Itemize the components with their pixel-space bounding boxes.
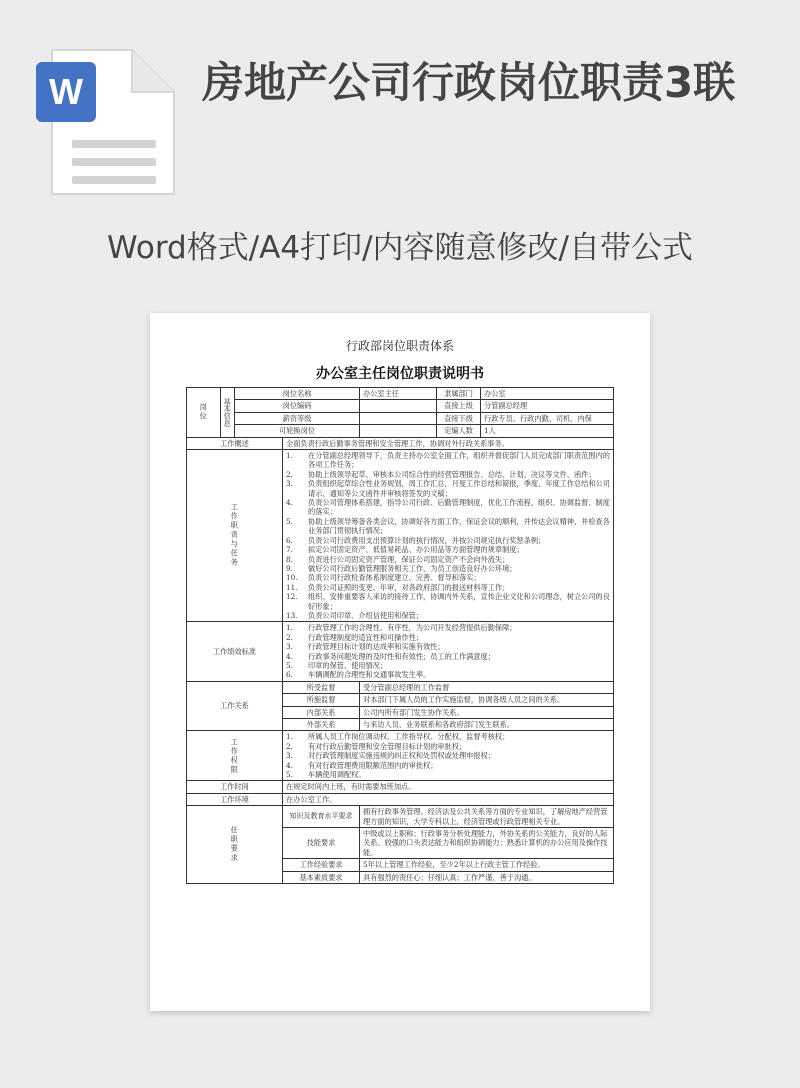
duty-number: 7. (286, 545, 293, 555)
duty-text: 负责公司管理体系搭建，指导公司行政、后勤管理制度，优化工作流程，组织、协调监督、制度的落实； (308, 498, 610, 517)
authority-text: 对行政管理制度实施违规的纠正权和处罚权或处理申报权； (308, 751, 495, 761)
duty-text: 负责公司行政费用支出预算计划的执行情况，并按公司规定执行奖惩条例； (308, 535, 546, 545)
basic-value: 行政专员、行政内勤、司机、内保 (481, 412, 614, 424)
kpi-number: 5. (286, 660, 293, 670)
basic-key: 岗位名称 (235, 388, 360, 400)
work-time-text: 在规定时间内上班，有时需要加班加点。 (283, 781, 614, 793)
authority-item (286, 742, 610, 751)
duty-text: 负责公司证照的变更、年审，对各政府部门的报送材料等工作； (308, 582, 510, 592)
duty-item (286, 545, 610, 554)
authority-number: 1. (286, 732, 293, 742)
kpi-number: 3. (286, 642, 293, 652)
word-letter: W (49, 71, 83, 112)
relation-value: 对本部门下属人员的工作实施监督，协调各级人员之间的关系。 (360, 694, 614, 706)
page-title: 房地产公司行政岗位职责3联 (202, 58, 736, 107)
authority-number: 5. (286, 770, 293, 780)
kpi-item (286, 652, 610, 661)
kpi-text: 行政管理目标计划的达成率和实施有效性； (308, 642, 445, 652)
kpi-item (286, 661, 610, 670)
qualifications-label: 任职要求 (187, 806, 283, 884)
duty-number: 9. (286, 563, 293, 573)
qualification-key: 工作经验要求 (283, 859, 360, 871)
duty-item (286, 592, 610, 611)
kpi-number: 2. (286, 632, 293, 642)
kpi-list (283, 622, 614, 681)
kpi-text: 行政管理工作的合理性、有序性，为公司开发经营提供后勤保障； (308, 623, 517, 633)
basic-key: 定编人数 (437, 425, 481, 437)
basic-row (187, 388, 614, 400)
authority-list (283, 731, 614, 781)
doc-title: 办公室主任岗位职责说明书 (316, 366, 484, 382)
basic-key: 直接上级 (437, 400, 481, 412)
duty-text: 在分管副总经理领导下，负责主持办公室全面工作，组织并督促部门人员完成部门职责范围内的各项工作任务； (308, 451, 610, 470)
authority-text: 车辆使用调配权。 (308, 770, 366, 780)
authority-text: 所属人员工作岗位调动权、工作指导权、分配权、监督考核权； (308, 732, 510, 742)
duty-number: 13. (286, 610, 298, 620)
authority-label: 工作权限 (187, 731, 283, 781)
relation-value: 公司内所有部门发生协作关系。 (360, 706, 614, 718)
duty-item (286, 470, 610, 479)
duty-number: 6. (286, 535, 293, 545)
basic-group-label: 岗位 (187, 388, 221, 438)
relation-key: 所受监督 (283, 681, 360, 693)
duty-text: 负责公司行政检查体系制度建立、完善、督导和落实； (308, 573, 481, 583)
work-time-row (187, 781, 614, 793)
basic-row (187, 412, 614, 424)
basic-value: 1人 (481, 425, 614, 437)
basic-key: 可轮换岗位 (235, 425, 360, 437)
kpi-text: 行政事务问题处理的及时性和有效性；员工的工作满意度； (308, 651, 495, 661)
duty-item (286, 451, 610, 470)
duty-text: 组织、安排重要客人来访的接待工作，协调内外关系，宣传企业文化和公司理念，树立公司的良好形象； (308, 592, 610, 611)
qualification-value: 5年以上管理工作经验，至少2年以上行政主管工作经验。 (360, 859, 614, 871)
duty-number: 2. (286, 469, 293, 479)
basic-key: 薪资等级 (235, 412, 360, 424)
authority-item (286, 761, 610, 770)
kpi-number: 4. (286, 651, 293, 661)
qualification-row (187, 806, 614, 828)
duty-number: 4. (286, 498, 293, 508)
basic-key: 直接下级 (437, 412, 481, 424)
qualification-key: 基本素质要求 (283, 871, 360, 883)
duty-item (286, 517, 610, 536)
duty-number: 11. (286, 582, 298, 592)
kpi-item (286, 633, 610, 642)
relation-value: 受分管副总经理的工作监督 (360, 681, 614, 693)
duty-number: 8. (286, 554, 293, 564)
duty-item (286, 573, 610, 582)
duties-row (187, 450, 614, 622)
duties-list (283, 450, 614, 622)
basic-key: 隶属部门 (437, 388, 481, 400)
kpi-item (286, 670, 610, 679)
kpi-number: 6. (286, 670, 293, 680)
qualification-value: 具有强烈的责任心；仔细认真；工作严谨、善于沟通。 (360, 871, 614, 883)
duty-text: 协助上级领导筹备各类会议，协调好各方面工作，保证会议的顺利，并传达会议精神，并检查各业务部门贯彻执行情况； (308, 516, 610, 536)
duty-item (286, 564, 610, 573)
kpi-text: 印章的保管、使用情况； (308, 660, 388, 670)
duties-label: 工作职责与任务 (187, 450, 283, 622)
basic-sub-label: 基本信息 (221, 388, 235, 438)
duty-item (286, 611, 610, 620)
basic-key: 岗位编码 (235, 400, 360, 412)
work-time-label: 工作时间 (187, 781, 283, 793)
duty-item (286, 583, 610, 592)
kpi-text: 车辆调配的合理性和交通事故发生率。 (308, 670, 431, 680)
environment-row (187, 793, 614, 805)
basic-value: 分管副总经理 (481, 400, 614, 412)
relation-key: 所施监督 (283, 694, 360, 706)
authority-item (286, 732, 610, 741)
basic-row (187, 425, 614, 437)
kpi-item (286, 642, 610, 651)
basic-value (360, 412, 437, 424)
duty-item (286, 498, 610, 517)
environment-text: 在办公室工作。 (283, 793, 614, 805)
authority-item (286, 770, 610, 779)
duty-number: 5. (286, 516, 293, 526)
duty-text: 做好公司行政后勤管理服务相关工作，为员工创造良好办公环境； (308, 563, 517, 573)
kpi-item (286, 623, 610, 632)
duty-number: 10. (286, 573, 298, 583)
authority-row (187, 731, 614, 781)
authority-text: 有对行政管理费用限额范围内的审批权； (308, 760, 438, 770)
relation-value: 与来访人员、业务联系和各政府部门发生联系。 (360, 719, 614, 731)
kpi-label: 工作绩效标准 (187, 622, 283, 681)
basic-value: 办公室主任 (360, 388, 437, 400)
authority-number: 4. (286, 760, 293, 770)
basic-value: 办公室 (481, 388, 614, 400)
duty-text: 协助上级领导起草、审核本公司综合性的经营管理报告、总结、计划、决议等文件、函件； (308, 469, 596, 479)
page-subtitle: Word格式/A4打印/内容随意修改/自带公式 (107, 230, 693, 266)
duty-text: 负责公司印章、介绍信使用和保管； (308, 610, 424, 620)
doc-header: 行政部岗位职责体系 (345, 339, 454, 353)
document-page (150, 313, 650, 1011)
duty-text: 拟定公司固定资产、低值易耗品、办公用品等方面管理的规章制度； (308, 545, 524, 555)
overview-row (187, 437, 614, 449)
qualification-value: 中级或以上职称；行政事务分析处理能力，外协关系的公关能力，良好的人际关系、较强的口头表达能力和组织协调能力；熟悉计算机的办公应用及操作技能。 (360, 828, 614, 859)
basic-row (187, 400, 614, 412)
qualification-key: 知识及教育水平要求 (283, 806, 360, 828)
relation-row (187, 681, 614, 693)
relations-label: 工作关系 (187, 681, 283, 731)
kpi-text: 行政管理制度的适宜性和可操作性； (308, 632, 424, 642)
qualification-key: 技能要求 (283, 828, 360, 859)
duty-text: 负责组织起草综合性业务规划，周工作汇总，月度工作总结和简报，季度、年度工作总结和公司请示、通知等公文函件并审核将签发的文稿； (308, 479, 610, 498)
authority-number: 3. (286, 751, 293, 761)
duty-number: 1. (286, 451, 293, 461)
relation-key: 内部关系 (283, 706, 360, 718)
word-file-icon (28, 48, 178, 198)
relation-key: 外部关系 (283, 719, 360, 731)
kpi-number: 1. (286, 623, 293, 633)
duty-text: 负责进行公司固定资产管理，保证公司固定资产不会向外流失； (308, 554, 510, 564)
basic-value (360, 425, 437, 437)
job-description-table (186, 387, 614, 884)
qualification-value: 拥有行政事务管理、经济法及公共关系等方面的专业知识，了解房地产经营管理方面的知识，大学专科以上，经济管理或行政管理相关专业。 (360, 806, 614, 828)
environment-label: 工作环境 (187, 793, 283, 805)
kpi-row (187, 622, 614, 681)
authority-text: 有对行政后勤管理和安全管理目标计划的审批权； (308, 741, 467, 751)
basic-value (360, 400, 437, 412)
duty-item (286, 479, 610, 498)
overview-text: 全面负责行政后勤事务管理和安全管理工作，协调对外行政关系事务。 (283, 437, 614, 449)
authority-number: 2. (286, 741, 293, 751)
duty-item (286, 555, 610, 564)
overview-label: 工作概述 (187, 437, 283, 449)
duty-number: 3. (286, 479, 293, 489)
duty-item (286, 536, 610, 545)
duty-number: 12. (286, 592, 298, 602)
authority-item (286, 751, 610, 760)
